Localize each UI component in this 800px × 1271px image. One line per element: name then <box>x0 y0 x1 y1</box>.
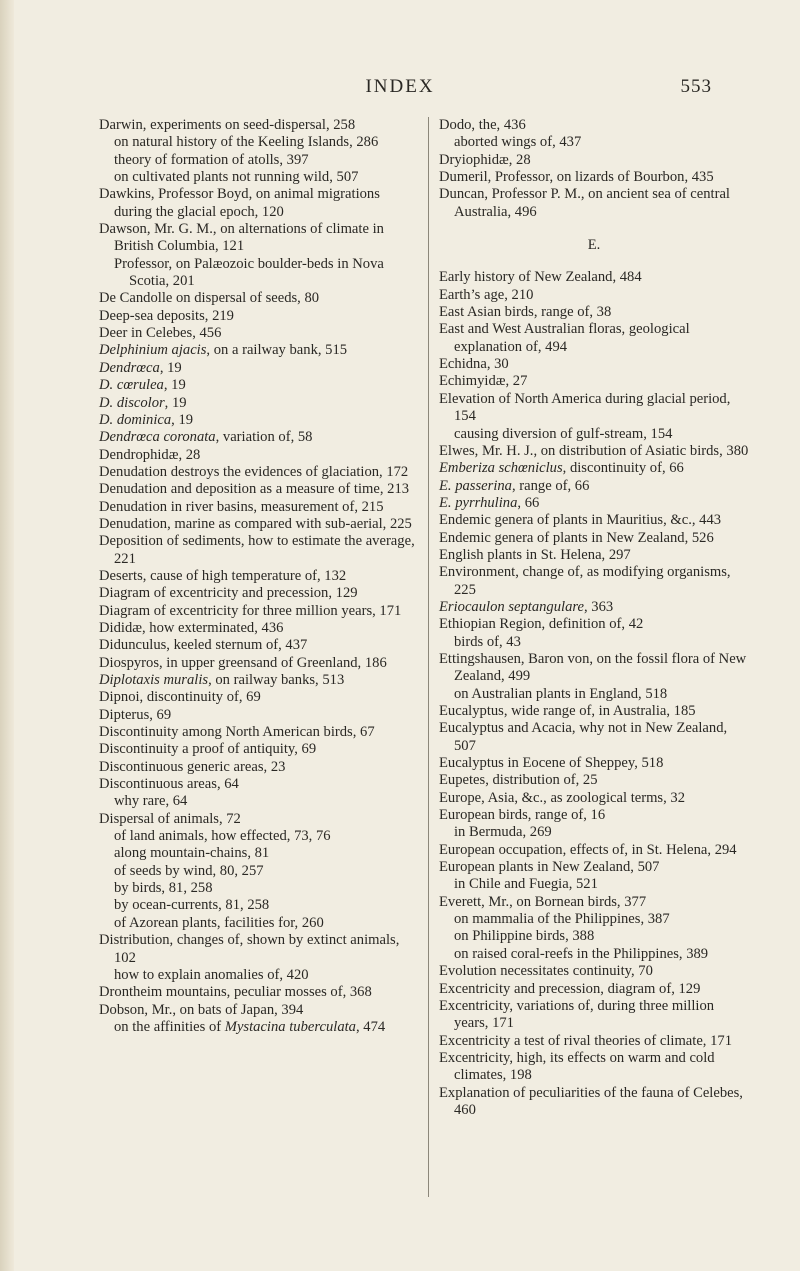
index-entry <box>439 460 749 477</box>
index-subentry <box>99 1019 416 1036</box>
entry-text: , 363 <box>583 598 614 615</box>
index-entry <box>439 287 749 304</box>
entry-text: , variation of, 58 <box>215 429 313 446</box>
entry-text: Echidna, 30 <box>439 356 509 373</box>
entry-text: Endemic genera of plants in Mauritius, &c., 443 <box>439 512 722 529</box>
entry-text: Dipnoi, discontinuity of, 69 <box>99 689 261 706</box>
page-header <box>0 76 800 100</box>
entry-text: Environment, change of, as modifying organisms, 225 <box>439 564 731 598</box>
entry-text: by ocean-currents, 81, 258 <box>114 897 270 914</box>
italic-term: Dendrœca coronata <box>99 429 216 446</box>
entry-text: Diagram of excentricity and precession, 129 <box>99 585 358 602</box>
index-entry <box>439 530 749 547</box>
page-edge <box>0 0 14 1271</box>
index-subentry <box>99 828 416 845</box>
index-entry <box>439 1085 749 1120</box>
entry-text: Dipterus, 69 <box>99 706 172 723</box>
entry-text: Darwin, experiments on seed-dispersal, 258 <box>99 117 356 133</box>
index-entry <box>439 842 749 859</box>
entry-text: Dididæ, how exterminated, 436 <box>99 619 284 636</box>
index-entry <box>439 720 749 755</box>
index-entry <box>99 464 416 481</box>
entry-text: , discontinuity of, 66 <box>562 460 684 477</box>
index-entry <box>99 429 416 446</box>
entry-text: Duncan, Professor P. M., on ancient sea of central Australia, 496 <box>439 186 730 220</box>
index-subentry <box>439 634 749 651</box>
entry-text: Dendrophidæ, 28 <box>99 446 201 463</box>
italic-term: E. passerina <box>439 477 512 494</box>
entry-text: Everett, Mr., on Bornean birds, 377 <box>439 893 647 910</box>
index-subentry <box>99 169 416 186</box>
entry-text: Professor, on Palæozoic boulder-beds in Nova Scotia, 201 <box>114 255 384 290</box>
index-entry <box>439 998 749 1033</box>
index-subentry <box>99 793 416 810</box>
index-entry <box>439 356 749 373</box>
index-entry <box>439 599 749 616</box>
entry-text: Elwes, Mr. H. J., on distribution of Asiatic birds, 380 <box>439 442 749 459</box>
entry-text: how to explain anomalies of, 420 <box>114 966 309 983</box>
italic-term: Eriocaulon septangulare <box>439 598 584 615</box>
entry-text: causing diversion of gulf-stream, 154 <box>454 425 673 442</box>
index-subentry <box>99 880 416 897</box>
index-entry <box>99 724 416 741</box>
index-subentry <box>99 256 416 291</box>
entry-text: along mountain-chains, 81 <box>114 845 270 862</box>
index-subentry <box>439 946 749 963</box>
index-entry <box>99 325 416 342</box>
entry-text: Denudation, marine as compared with sub-aerial, 225 <box>99 515 412 532</box>
index-entry <box>439 443 749 460</box>
entry-text: Excentricity a test of rival theories of climate, 171 <box>439 1032 732 1049</box>
index-entry <box>99 707 416 724</box>
index-subentry <box>99 863 416 880</box>
entry-text: Dryiophidæ, 28 <box>439 151 531 168</box>
entry-text: Drontheim mountains, peculiar mosses of, 368 <box>99 984 372 1001</box>
entry-text: in Chile and Fuegia, 521 <box>454 876 598 893</box>
entry-text: European plants in New Zealand, 507 <box>439 859 660 876</box>
index-entry <box>439 152 749 169</box>
entry-text: Eucalyptus in Eocene of Sheppey, 518 <box>439 755 664 772</box>
entry-text: Dispersal of animals, 72 <box>99 810 241 827</box>
entry-text: Early history of New Zealand, 484 <box>439 269 642 286</box>
entry-text: European occupation, effects of, in St. Helena, 294 <box>439 841 737 858</box>
index-entry <box>99 395 416 412</box>
index-entry <box>99 412 416 429</box>
index-entry <box>99 290 416 307</box>
entry-text: , on a railway bank, 515 <box>206 342 348 359</box>
entry-text: Dodo, the, 436 <box>439 117 526 133</box>
index-entry <box>439 547 749 564</box>
index-entry <box>439 321 749 356</box>
entry-text: by birds, 81, 258 <box>114 880 213 897</box>
entry-text: Deer in Celebes, 456 <box>99 325 222 342</box>
index-entry <box>99 481 416 498</box>
index-subentry <box>439 876 749 893</box>
index-entry <box>99 1002 416 1019</box>
entry-text: Eucalyptus, wide range of, in Australia, 185 <box>439 703 696 719</box>
entry-text: theory of formation of atolls, 397 <box>114 151 309 168</box>
index-entry <box>99 741 416 758</box>
entry-text: Excentricity, high, its effects on warm and cold climates, 198 <box>439 1049 715 1084</box>
entry-text: aborted wings of, 437 <box>454 134 582 151</box>
index-entry <box>439 478 749 495</box>
index-entry <box>439 304 749 321</box>
index-entry <box>439 1033 749 1050</box>
entry-text: on Australian plants in England, 518 <box>454 685 668 702</box>
entry-text: Discontinuous generic areas, 23 <box>99 758 286 775</box>
entry-text: Dawkins, Professor Boyd, on animal migrations during the glacial epoch, 120 <box>99 186 380 220</box>
section-letter: E. <box>587 237 601 254</box>
entry-text: Deserts, cause of high temperature of, 132 <box>99 567 347 584</box>
entry-text: Distribution, changes of, shown by extinct animals, 102 <box>99 932 400 966</box>
entry-text: , 19 <box>159 359 182 376</box>
index-entry <box>99 637 416 654</box>
entry-text: , 19 <box>163 377 186 394</box>
index-entry <box>439 894 749 911</box>
entry-text: Echimyidæ, 27 <box>439 373 528 390</box>
entry-text: Denudation destroys the evidences of glaciation, 172 <box>99 463 409 480</box>
index-entry <box>439 703 749 720</box>
index-entry <box>439 772 749 789</box>
index-entry <box>439 269 749 286</box>
italic-term: Emberiza schœniclus <box>439 460 563 477</box>
index-subentry <box>439 426 749 443</box>
entry-text: Dawson, Mr. G. M., on alternations of climate in British Columbia, 121 <box>99 221 384 255</box>
entry-text: Ettingshausen, Baron von, on the fossil flora of New Zealand, 499 <box>439 650 747 685</box>
index-entry <box>99 186 416 221</box>
italic-term: D. cœrulea <box>99 377 164 394</box>
entry-text: English plants in St. Helena, 297 <box>439 546 631 563</box>
index-entry <box>439 117 749 134</box>
entry-text: , 474 <box>355 1018 386 1035</box>
entry-text: on the affinities of <box>114 1018 225 1035</box>
index-entry <box>99 308 416 325</box>
column-divider <box>428 117 429 1197</box>
entry-text: Earth’s age, 210 <box>439 286 534 303</box>
entry-text: Discontinuity among North American birds, 67 <box>99 724 375 741</box>
entry-text: Europe, Asia, &c., as zoological terms, 32 <box>439 789 686 806</box>
entry-text: Dumeril, Professor, on lizards of Bourbon, 435 <box>439 169 714 186</box>
entry-text: Excentricity and precession, diagram of, 129 <box>439 980 701 997</box>
entry-text: De Candolle on dispersal of seeds, 80 <box>99 290 320 307</box>
index-subentry <box>439 928 749 945</box>
entry-text: , 19 <box>164 394 187 411</box>
running-head: INDEX <box>365 76 435 97</box>
index-entry <box>99 568 416 585</box>
index-entry <box>439 495 749 512</box>
index-entry <box>99 221 416 256</box>
index-subentry <box>99 134 416 151</box>
entry-text: East and West Australian floras, geological explanation of, 494 <box>439 321 690 355</box>
index-entry <box>99 377 416 394</box>
left-column <box>99 117 416 1036</box>
entry-text: East Asian birds, range of, 38 <box>439 304 612 321</box>
index-entry <box>439 963 749 980</box>
entry-text: Diagram of excentricity for three million years, 171 <box>99 602 402 619</box>
index-entry <box>439 1050 749 1085</box>
index-entry <box>439 755 749 772</box>
right-column <box>439 117 749 1119</box>
index-entry <box>439 807 749 824</box>
index-entry <box>439 512 749 529</box>
entry-text: Endemic genera of plants in New Zealand, 526 <box>439 529 714 546</box>
italic-term: Diplotaxis muralis <box>99 672 209 688</box>
index-entry <box>99 360 416 377</box>
index-entry <box>439 790 749 807</box>
index-entry <box>439 981 749 998</box>
entry-text: , 19 <box>171 411 194 428</box>
index-entry <box>439 186 749 221</box>
entry-text: Denudation in river basins, measurement of, 215 <box>99 498 384 515</box>
index-entry <box>439 616 749 633</box>
index-subentry <box>99 845 416 862</box>
entry-text: on Philippine birds, 388 <box>454 928 595 945</box>
entry-text: Discontinuity a proof of antiquity, 69 <box>99 741 317 758</box>
entry-text: Deposition of sediments, how to estimate the average, 221 <box>99 533 415 567</box>
index-subentry <box>439 134 749 151</box>
entry-text: Dobson, Mr., on bats of Japan, 394 <box>99 1001 304 1018</box>
italic-term: Dendrœca <box>99 359 160 376</box>
entry-text: Diospyros, in upper greensand of Greenland, 186 <box>99 654 387 671</box>
entry-text: on mammalia of the Philippines, 387 <box>454 911 670 928</box>
index-subentry <box>99 967 416 984</box>
entry-text: birds of, 43 <box>454 633 521 650</box>
entry-text: Didunculus, keeled sternum of, 437 <box>99 637 308 654</box>
index-entry <box>439 564 749 599</box>
entry-text: Excentricity, variations of, during three million years, 171 <box>439 997 715 1032</box>
italic-term: D. dominica <box>99 411 172 428</box>
index-subentry <box>439 686 749 703</box>
italic-term: Delphinium ajacis <box>99 342 207 359</box>
entry-text: Denudation and deposition as a measure of time, 213 <box>99 481 410 498</box>
italic-term: D. discolor <box>99 394 165 411</box>
entry-text: of land animals, how effected, 73, 76 <box>114 828 331 845</box>
entry-text: , on railway banks, 513 <box>208 672 345 688</box>
page-number: 553 <box>680 76 712 97</box>
entry-text: Discontinuous areas, 64 <box>99 776 239 793</box>
entry-text: , 66 <box>517 494 540 511</box>
entry-text: of Azorean plants, facilities for, 260 <box>114 914 324 931</box>
index-entry <box>439 651 749 686</box>
index-entry <box>439 391 749 426</box>
entry-text: Eucalyptus and Acacia, why not in New Zealand, 507 <box>439 720 728 754</box>
index-subentry <box>439 911 749 928</box>
index-entry <box>99 117 416 134</box>
index-entry <box>99 620 416 637</box>
index-entry <box>99 342 416 359</box>
entry-text: European birds, range of, 16 <box>439 807 606 824</box>
entry-text: Evolution necessitates continuity, 70 <box>439 963 653 980</box>
index-entry <box>439 859 749 876</box>
entry-text: on natural history of the Keeling Islands, 286 <box>114 134 379 151</box>
entry-text: Eupetes, distribution of, 25 <box>439 772 598 789</box>
index-subentry <box>439 824 749 841</box>
italic-term: E. pyrrhulina <box>439 494 518 511</box>
index-subentry <box>99 152 416 169</box>
entry-text: Ethiopian Region, definition of, 42 <box>439 616 644 633</box>
index-entry <box>99 655 416 672</box>
index-entry <box>439 169 749 186</box>
entry-text: Deep-sea deposits, 219 <box>99 307 234 324</box>
entry-text: , range of, 66 <box>511 477 590 494</box>
entry-text: why rare, 64 <box>114 793 188 810</box>
index-entry <box>99 447 416 464</box>
entry-text: in Bermuda, 269 <box>454 824 552 841</box>
index-entry <box>439 373 749 390</box>
italic-term: Mystacina tuberculata <box>224 1018 356 1035</box>
index-entry <box>99 689 416 706</box>
index-subentry <box>99 897 416 914</box>
index-entry <box>99 499 416 516</box>
index-entry <box>99 603 416 620</box>
index-entry <box>99 759 416 776</box>
index-entry <box>99 672 416 689</box>
entry-text: Explanation of peculiarities of the fauna of Celebes, 460 <box>439 1084 743 1118</box>
index-entry <box>99 984 416 1001</box>
index-entry <box>99 585 416 602</box>
index-entry <box>99 811 416 828</box>
index-entry <box>99 533 416 568</box>
entry-text: of seeds by wind, 80, 257 <box>114 862 264 879</box>
entry-text: on raised coral-reefs in the Philippines, 389 <box>454 945 709 962</box>
index-entry <box>99 776 416 793</box>
entry-text: on cultivated plants not running wild, 507 <box>114 169 359 186</box>
index-subentry <box>99 915 416 932</box>
index-entry <box>99 932 416 967</box>
entry-text: Elevation of North America during glacial period, 154 <box>439 390 731 425</box>
index-entry <box>99 516 416 533</box>
